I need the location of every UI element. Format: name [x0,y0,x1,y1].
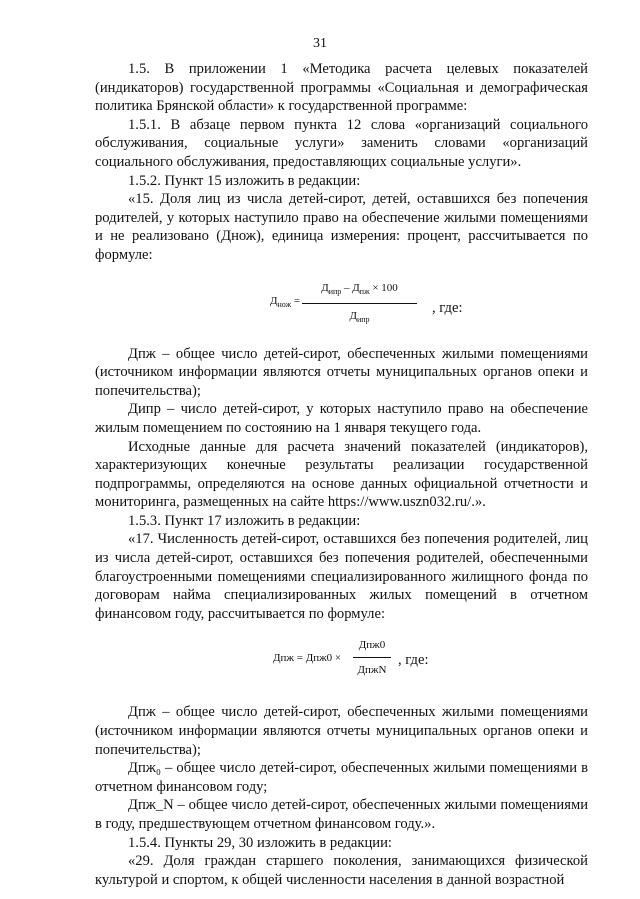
definition-dpzh0: Дпж₀ – общее число детей-сирот, обеспеченных жилыми помещениями в отчетном финансовом году; [95,760,588,795]
formula-fraction [302,279,417,331]
formula-lhs: Дпж = Дпж0 × [273,652,342,665]
paragraph-item-17: «17. Численность детей-сирот, оставшихся без попечения родителей, лиц из числа детей-сирот, оставшихся без попечения родителей, обеспеченными благоустроенными помещениями специализированного жилищного фонда по договорам найма специализированных жилых помещений в отчетном финансовом году, рассчитывается по формуле: [95,531,588,622]
definition-dpzhn: Дпж_N – общее число детей-сирот, обеспеченных жилыми помещениями в году, предшествующем отчетном финансовом году.». [95,797,588,832]
formula-where: , где: [432,299,463,316]
definition-dipr: Дипр – число детей-сирот, у которых наступило право на обеспечение жилым помещением по состоянию на 1 января текущего года. [95,401,588,436]
formula-dnozh [95,271,588,327]
formula-numerator: Дпж0 [353,636,391,658]
formula-denominator: $Д_{ипр}$ [349,310,370,325]
formula-denominator: ДпжN [357,664,387,677]
source-data-paragraph: Исходные данные для расчета значений показателей (индикаторов), характеризующих конечные результаты реализации государственной подпрограммы, определяются на основе данных официальной отчетности и мониторинга, размещенных на сайте https://www.uszn032.ru/.». [95,438,588,511]
paragraph-1-5-1: 1.5.1. В абзаце первом пункта 12 слова «организаций социального обслуживания, социальные услуги» заменить словами «организаций социального обслуживания, предоставляющих социальные услуги». [95,116,588,170]
paragraph-1-5-4: 1.5.4. Пункты 29, 30 изложить в редакции: [128,834,392,851]
paragraph-item-29: «29. Доля граждан старшего поколения, занимающихся физической культурой и спортом, к общей численности населения в данной возрастной [95,853,588,888]
definition-dpzh: Дпж – общее число детей-сирот, обеспеченных жилыми помещениями (источником информации являются отчеты муниципальных органов опеки и попечительства); [95,345,588,399]
formula-lhs: $Д_{нож}$ = [270,294,301,309]
paragraph-item-15: «15. Доля лиц из числа детей-сирот, детей, оставшихся без попечения родителей, у которых наступило право на обеспечение жилыми помещениями и не реализовано (Днож), единица измерения: процент, рассчитывается по формуле: [95,191,588,263]
paragraph-1-5-2: 1.5.2. Пункт 15 изложить в редакции: [128,172,361,189]
formula-dpzh [95,633,588,681]
paragraph-1-5-3: 1.5.3. Пункт 17 изложить в редакции: [128,512,361,529]
formula-numerator: $Д_{ипр} - Д_{пж} \times 100$ [302,279,417,305]
formula-where: , где: [398,652,429,669]
page-number: 31 [313,36,327,51]
definition-dpzh-2: Дпж – общее число детей-сирот, обеспеченных жилыми помещениями (источником информации являются отчеты муниципальных органов опеки и попечительства); [95,704,588,758]
paragraph-1-5: 1.5. В приложении 1 «Методика расчета целевых показателей (индикаторов) государственной программы «Социальная и демографическая политика Брянской области» к государственной программе: [95,61,588,115]
formula-fraction [353,636,391,679]
document-body [95,60,588,889]
